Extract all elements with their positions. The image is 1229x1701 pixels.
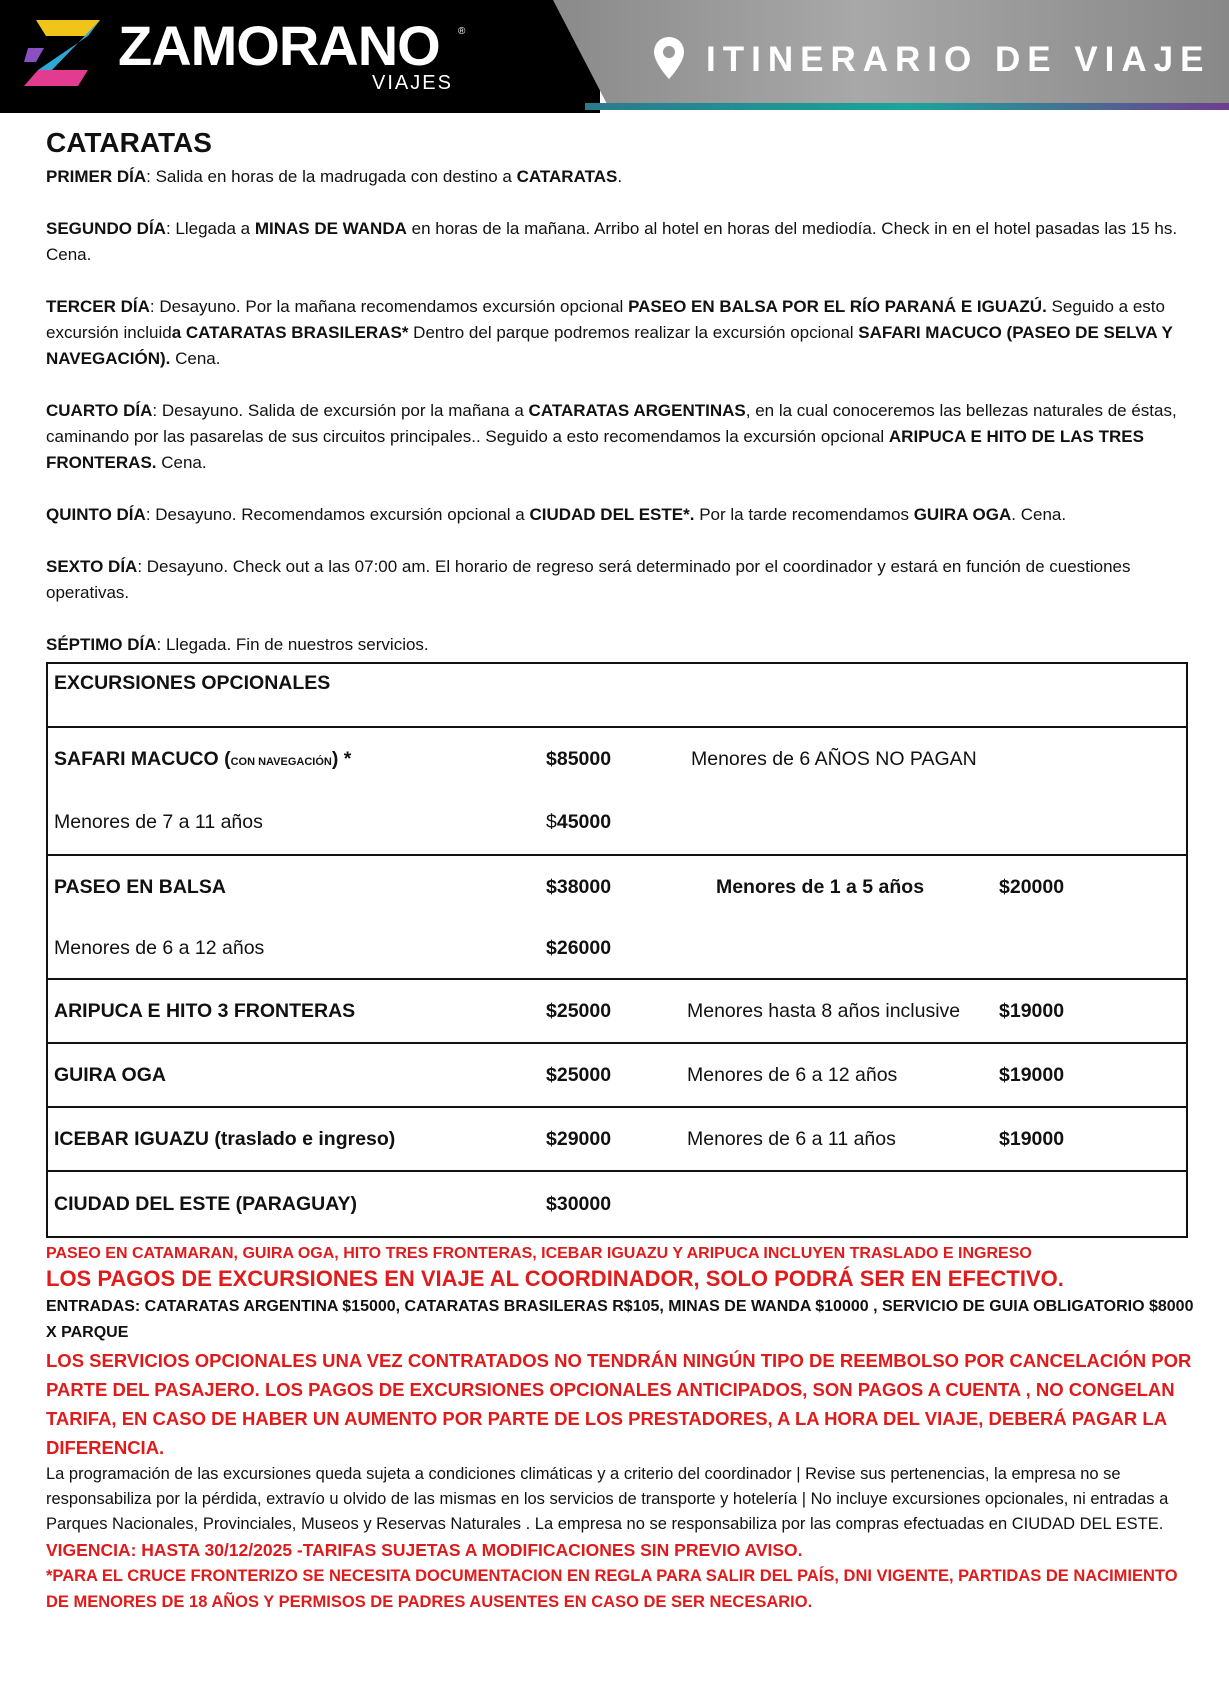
excursion-price: $29000 [546, 1127, 612, 1150]
logo-name: ZAMORANO [118, 14, 440, 77]
day-text: Seguido a esto excursión incluid [46, 297, 1165, 342]
excursion-name: ARIPUCA E HITO 3 FRONTERAS [54, 999, 356, 1022]
day-text: Dentro del parque podremos realizar la excursión opcional [408, 323, 859, 342]
day-4 [46, 398, 1196, 476]
day-text: Por la tarde recomendamos [694, 505, 914, 524]
zamorano-logo-icon [22, 18, 104, 88]
day-highlight: ARIPUCA E HITO DE LAS TRES FRONTERAS. [46, 427, 1144, 472]
day-text: : Llegada a [165, 219, 255, 238]
excursion-ciudad-block [47, 1171, 1187, 1237]
day-text: : Desayuno. Check out a las 07:00 am. El horario de regreso será determinado por el coordinador y estará en función de cuestiones operativas. [46, 557, 1131, 602]
day-text: : Desayuno. Por la mañana recomendamos excursión opcional [149, 297, 629, 316]
excursion-balsa-block [47, 855, 1187, 979]
excursion-minor-note: Menores hasta 8 años inclusive [687, 999, 961, 1022]
excursion-price: $25000 [546, 1063, 612, 1086]
destination-title: CATARATAS [46, 127, 212, 158]
itinerary-content [46, 126, 1196, 1615]
excursion-aripuca-block [47, 979, 1187, 1043]
day-label: CUARTO DÍA [46, 401, 153, 420]
excursion-minor-note: Menores de 6 AÑOS NO PAGAN [691, 748, 977, 770]
day-highlight: a CATARATAS BRASILERAS* [171, 323, 409, 342]
day-label: QUINTO DÍA [46, 505, 146, 524]
excursion-minor-price: 45000 [556, 811, 612, 833]
entradas-note: ENTRADAS: CATARATAS ARGENTINA $15000, CATARATAS BRASILERAS R$105, MINAS DE WANDA $10000 , SERVICIO DE GUIA OBLIGATORIO $8000 X PARQUE [46, 1298, 1194, 1341]
day-7 [46, 632, 1196, 658]
excursion-minor-label: Menores de 7 a 11 años [54, 811, 263, 833]
excursion-minor-price: $19000 [999, 1127, 1065, 1150]
excursion-price: $25000 [546, 999, 612, 1022]
pagos-note: LOS PAGOS DE EXCURSIONES EN VIAJE AL COORDINADOR, SOLO PODRÁ SER EN EFECTIVO. [46, 1266, 1064, 1291]
header-title: ITINERARIO DE VIAJE [706, 40, 1211, 79]
excursion-name: CIUDAD DEL ESTE (PARAGUAY) [54, 1192, 358, 1215]
excursion-minor-label: Menores de 6 a 12 años [54, 937, 265, 959]
logo-registered-mark: ® [458, 26, 466, 37]
day-text: : Desayuno. Recomendamos excursión opcional a [145, 505, 530, 524]
excursion-minor-price: $26000 [546, 937, 612, 959]
excursion-minor-price: $19000 [999, 1063, 1065, 1086]
excursion-minor-note: Menores de 1 a 5 años [715, 876, 925, 898]
traslado-note: PASEO EN CATAMARAN, GUIRA OGA, HITO TRES FRONTERAS, ICEBAR IGUAZU Y ARIPUCA INCLUYEN TRASLADO E INGRESO [46, 1245, 1032, 1262]
day-label: TERCER DÍA [46, 297, 150, 316]
day-text: : Llegada. Fin de nuestros servicios. [156, 635, 429, 654]
excursion-safari-block [47, 727, 1187, 855]
day-text: : Desayuno. Salida de excursión por la mañana a [152, 401, 529, 420]
day-text: en horas de la mañana. Arribo al hotel en horas del mediodía. Check in en el hotel pasadas las 15 hs. Cena. [46, 219, 1178, 264]
excursion-price: $38000 [546, 876, 612, 898]
excursions-table [46, 662, 1188, 1238]
excursion-name: ICEBAR IGUAZU (traslado e ingreso) [54, 1127, 396, 1150]
excursions-heading-block [47, 663, 1187, 727]
day-6 [46, 554, 1196, 606]
day-highlight: CIUDAD DEL ESTE*. [529, 505, 695, 524]
day-text: . [617, 167, 623, 186]
day-text: : Salida en horas de la madrugada con destino a [146, 167, 517, 186]
excursion-minor-price: $19000 [999, 999, 1065, 1022]
notes-section [46, 1244, 1196, 1615]
day-5 [46, 502, 1196, 528]
day-highlight: MINAS DE WANDA [254, 219, 407, 238]
day-label: SEGUNDO DÍA [46, 219, 166, 238]
excursion-name: PASEO EN BALSA [54, 876, 226, 898]
day-highlight: SAFARI MACUCO (PASEO DE SELVA Y NAVEGACIÓN). [46, 323, 1173, 368]
location-pin-icon [652, 36, 686, 80]
page-header [0, 0, 1229, 113]
excursion-price: $30000 [546, 1192, 612, 1215]
excursion-guira-block [47, 1043, 1187, 1107]
excursion-minor-note: Menores de 6 a 11 años [687, 1127, 896, 1150]
documentacion-note: *PARA EL CRUCE FRONTERIZO SE NECESITA DOCUMENTACION EN REGLA PARA SALIR DEL PAÍS, DNI VIGENTE, PARTIDAS DE NACIMIENTO DE MENORES DE 18 AÑOS Y PERMISOS DE PADRES AUSENTES EN CASO DE SER NECESARIO. [46, 1567, 1178, 1611]
legal-note: La programación de las excursiones queda sujeta a condiciones climáticas y a criterio del coordinador | Revise sus pertenencias, la empresa no se responsabiliza por la pérdida, extravío u olvido de las mismas en los servicios de transporte y hotelería | No incluye excursiones opcionales, ni entradas a Parques Nacionales, Provinciales, Museos y Reservas Naturales . La empresa no se responsabiliza por las compras efectuadas en CIUDAD DEL ESTE. [46, 1465, 1169, 1533]
excursion-minor-note: Menores de 6 a 12 años [687, 1063, 898, 1086]
day-1 [46, 164, 1196, 190]
excursion-name: SAFARI MACUCO (CON NAVEGACIÓN) * [54, 748, 352, 770]
excursion-icebar-block [47, 1107, 1187, 1171]
excursion-minor-price: $20000 [999, 876, 1065, 898]
day-highlight: GUIRA OGA [913, 505, 1012, 524]
day-2 [46, 216, 1196, 268]
day-highlight: CATARATAS ARGENTINAS [528, 401, 746, 420]
day-highlight: CATARATAS [516, 167, 618, 186]
excursion-name: GUIRA OGA [54, 1063, 166, 1086]
day-3 [46, 294, 1196, 372]
reembolso-note: LOS SERVICIOS OPCIONALES UNA VEZ CONTRATADOS NO TENDRÁN NINGÚN TIPO DE REEMBOLSO POR CANCELACIÓN POR PARTE DEL PASAJERO. LOS PAGOS DE EXCURSIONES OPCIONALES ANTICIPADOS, SON PAGOS A CUENTA , NO CONGELAN TARIFA, EN CASO DE HABER UN AUMENTO POR PARTE DE LOS PRESTADORES, A LA HORA DEL VIAJE, DEBERÁ PAGAR LA DIFERENCIA. [46, 1350, 1192, 1458]
day-text: Cena. [156, 453, 207, 472]
day-text: . Cena. [1011, 505, 1067, 524]
day-highlight: PASEO EN BALSA POR EL RÍO PARANÁ E IGUAZÚ. [628, 297, 1047, 316]
day-label: PRIMER DÍA [46, 167, 147, 186]
excursion-price: $85000 [546, 748, 612, 770]
logo-subtitle: VIAJES [372, 72, 453, 94]
currency-sign: $ [546, 811, 557, 833]
day-label: SÉPTIMO DÍA [46, 635, 157, 654]
day-text: , en la cual conoceremos las bellezas naturales de éstas, caminando por las pasarelas de sus circuitos principales.. Seguido a esto recomendamos la excursión opcional [46, 401, 1177, 446]
day-text: Cena. [170, 349, 221, 368]
excursions-heading: EXCURSIONES OPCIONALES [54, 672, 331, 694]
vigencia-note: VIGENCIA: HASTA 30/12/2025 -TARIFAS SUJETAS A MODIFICACIONES SIN PREVIO AVISO. [46, 1540, 803, 1560]
day-label: SEXTO DÍA [46, 557, 138, 576]
header-color-stripe [585, 103, 1229, 110]
